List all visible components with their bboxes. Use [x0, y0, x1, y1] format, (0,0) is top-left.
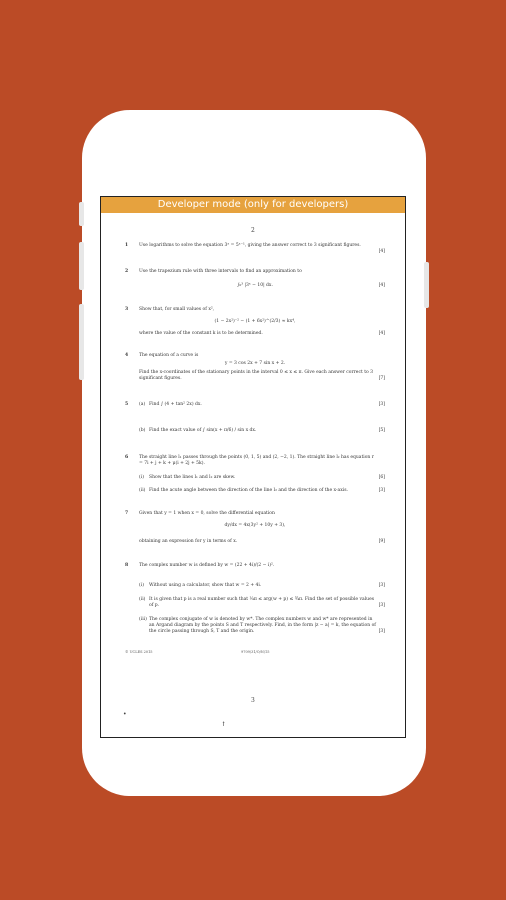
question-7: [125, 511, 385, 551]
question-equation: y = 3 cos 2x + 7 sin x + 2.: [224, 361, 286, 366]
question-number: 2: [125, 269, 129, 274]
phone-volume-up-button: [79, 242, 84, 290]
stray-mark: •: [123, 711, 127, 718]
document-viewer[interactable]: [100, 196, 406, 738]
phone-side-button-top: [79, 202, 84, 226]
question-text: Given that y = 1 when x = 0, solve the differential equation: [139, 511, 275, 516]
question-number: 4: [125, 353, 129, 358]
question-text: The equation of a curve is: [139, 353, 199, 358]
phone-volume-down-button: [79, 304, 84, 380]
question-number: 1: [125, 243, 129, 248]
question-note: Find the x-coordinates of the stationary points in the interval 0 ≤ x ≤ π. Give each answer correct to 3 significant figures.: [139, 370, 374, 381]
part-marks: [3]: [378, 488, 385, 493]
question-equation: (1 − 2x²)⁻² − (1 + 6x²)^(2/3) ≈ kx⁴,: [214, 319, 296, 324]
part-marks: [3]: [378, 583, 385, 588]
question-number: 6: [125, 455, 129, 460]
question-text: The complex number w is defined by w = (22 + 4i)/(2 − i)².: [139, 563, 275, 568]
footer-copyright: © UCLES 2015: [125, 650, 153, 654]
part-text: Show that the lines l₁ and l₂ are skew.: [149, 475, 236, 480]
part-marks: [3]: [378, 402, 385, 407]
part-text: Without using a calculator, show that w = 2 + 4i.: [149, 583, 262, 588]
question-note: obtaining an expression for y in terms of x.: [139, 539, 238, 544]
part-label: (ii): [139, 488, 146, 493]
question-equation: dy/dx = 4x(3y² + 10y + 3),: [224, 523, 286, 528]
page-number-bottom: 3: [251, 697, 255, 704]
question-5: [125, 402, 385, 442]
question-4: [125, 353, 385, 385]
question-text: The straight line l₁ passes through the points (0, 1, 5) and (2, −2, 1). The straight line l₂ has equation r = 7i + j + k + μ(i + 2j + 5k).: [139, 455, 374, 466]
part-text: It is given that p is a real number such that ¼π ≤ arg(w + p) ≤ ¾π. Find the set of possible values of p.: [149, 597, 375, 608]
part-text: Find ∫ (4 + tan² 2x) dx.: [149, 402, 202, 407]
question-number: 5: [125, 402, 129, 407]
part-marks: [5]: [378, 428, 385, 433]
developer-mode-banner: Developer mode (only for developers): [101, 197, 405, 213]
question-8: [125, 563, 385, 645]
part-label: (iii): [139, 617, 147, 622]
question-marks: [4]: [378, 249, 385, 254]
question-number: 3: [125, 307, 129, 312]
page-number-top: 2: [251, 227, 255, 234]
cursor-arrow-icon: ↑: [221, 721, 227, 728]
part-marks: [3]: [378, 603, 385, 608]
question-marks: [4]: [378, 283, 385, 288]
question-2: [125, 269, 385, 295]
part-text: Find the acute angle between the direction of the line l₂ and the direction of the x-axis.: [149, 488, 348, 493]
question-6: [125, 455, 385, 499]
part-label: (a): [139, 402, 146, 407]
question-number: 8: [125, 563, 129, 568]
question-equation: ∫₀³ |3ˣ − 10| dx.: [237, 283, 273, 288]
question-number: 7: [125, 511, 129, 516]
part-label: (i): [139, 583, 144, 588]
question-text: Use the trapezium rule with three intervals to find an approximation to: [139, 269, 302, 274]
part-label: (ii): [139, 597, 146, 602]
phone-power-button: [424, 262, 429, 308]
question-note: where the value of the constant k is to be determined.: [139, 331, 263, 336]
part-text: The complex conjugate of w is denoted by w*. The complex numbers w and w* are represented in an Argand diagram by the points S and T respectively. Find, in the form |z − a| = k, the equation of the circle passing through S, T and the origin.: [149, 617, 376, 634]
question-text: Show that, for small values of x²,: [139, 307, 215, 312]
part-marks: [3]: [378, 629, 385, 634]
question-marks: [7]: [378, 376, 385, 381]
part-label: (i): [139, 475, 144, 480]
question-1: [125, 243, 385, 257]
part-label: (b): [139, 428, 146, 433]
question-3: [125, 307, 385, 341]
question-marks: [9]: [378, 539, 385, 544]
part-text: Find the exact value of ∫ sin(x + π/6) / sin x dx.: [149, 428, 257, 433]
footer-paper-code: 9709/31/O/N/15: [241, 650, 270, 654]
part-marks: [6]: [378, 475, 385, 480]
question-marks: [4]: [378, 331, 385, 336]
question-text: Use logarithms to solve the equation 3ˣ = 5ˣ⁻¹, giving the answer correct to 3 significant figures.: [139, 243, 361, 248]
